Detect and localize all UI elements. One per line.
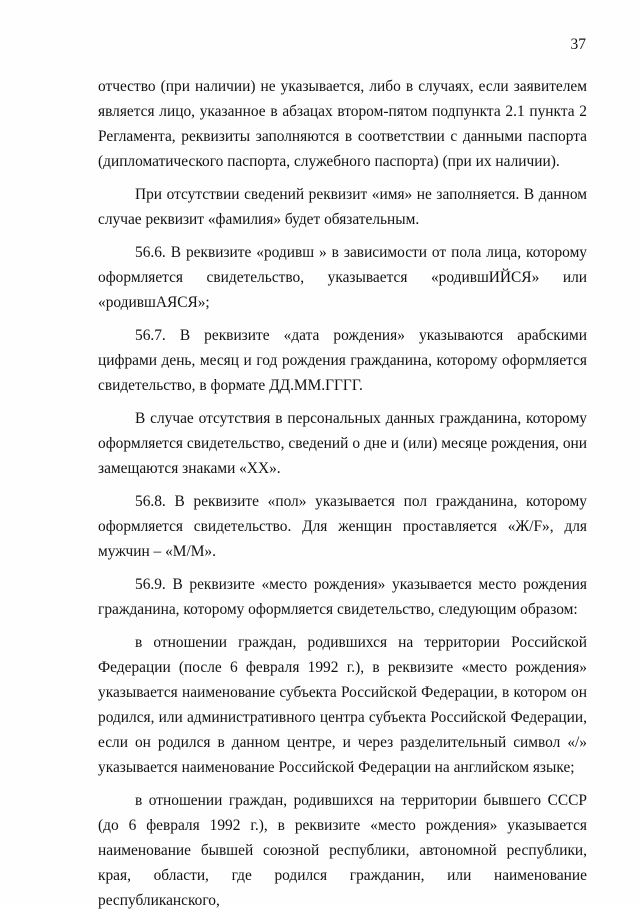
paragraph-birthplace-ussr: в отношении граждан, родившихся на территории бывшего СССР (до 6 февраля 1992 г.), в реквизите «место рождения» указывается наименование бывшей союзной республики, автономной республики, края, области, где родился гражданин, или наименование республиканского, <box>98 792 587 909</box>
page-number: 37 <box>570 36 586 53</box>
page-content <box>98 74 587 915</box>
paragraph-56-8: 56.8. В реквизите «пол» указывается пол гражданина, которому оформляется свидетельство. Для женщин проставляется «Ж/F», для мужчин – «М/М». <box>98 493 587 560</box>
paragraph-patronymic-continuation: отчество (при наличии) не указывается, либо в случаях, если заявителем является лицо, указанное в абзацах втором-пятом подпункта 2.1 пункта 2 Регламента, реквизиты заполняются в соответствии с данными паспорта (дипломатического паспорта, служебного паспорта) (при их наличии). <box>98 78 587 170</box>
paragraph-56-6: 56.6. В реквизите «родивш » в зависимости от пола лица, которому оформляется свидетельство, указывается «родившИЙСЯ» или «родившАЯСЯ»; <box>98 244 587 311</box>
paragraph-name-absent: При отсутствии сведений реквизит «имя» не заполняется. В данном случае реквизит «фамилия» будет обязательным. <box>98 186 587 228</box>
paragraph-56-7: 56.7. В реквизите «дата рождения» указываются арабскими цифрами день, месяц и год рождения гражданина, которому оформляется свидетельство, в формате ДД.ММ.ГГГГ. <box>98 327 587 394</box>
paragraph-birthplace-russian-federation: в отношении граждан, родившихся на территории Российской Федерации (после 6 февраля 1992 г.), в реквизите «место рождения» указывается наименование субъекта Российской Федерации, в котором он родился, или административного центра субъекта Российской Федерации, если он родился в данном центре, и через разделительный символ «/» указывается наименование Российской Федерации на английском языке; <box>98 634 587 776</box>
paragraph-56-9: 56.9. В реквизите «место рождения» указывается место рождения гражданина, которому оформляется свидетельство, следующим образом: <box>98 576 587 618</box>
paragraph-birth-date-missing: В случае отсутствия в персональных данных гражданина, которому оформляется свидетельство, сведений о дне и (или) месяце рождения, они замещаются знаками «ХХ». <box>98 410 587 477</box>
